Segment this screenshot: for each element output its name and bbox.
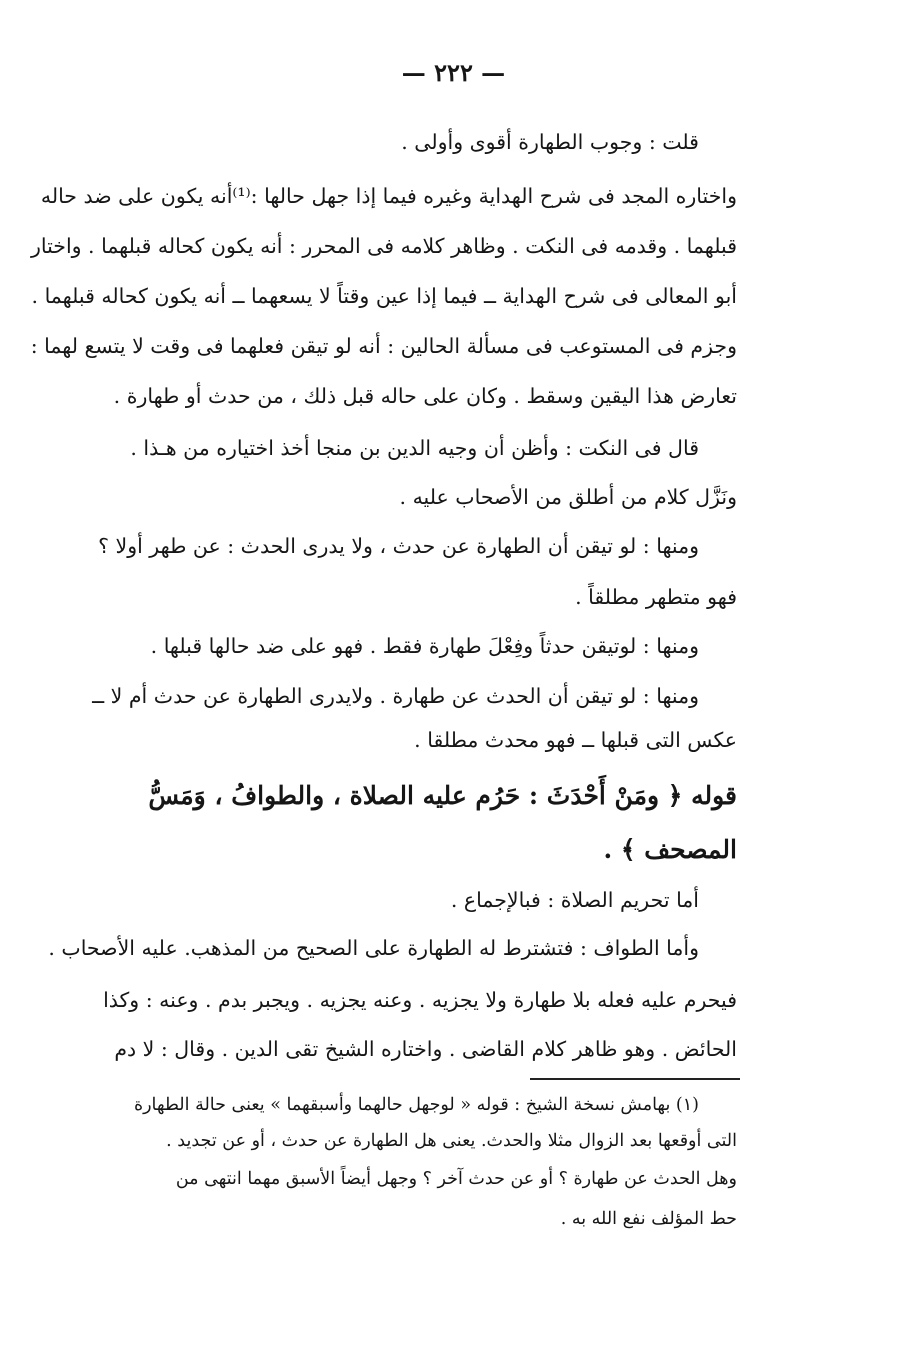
footnote-line: (١) بهامش نسخة الشيخ : قوله « لوجهل حالهما وأسبقهما » يعنى حالة الطهارة [133,1095,699,1115]
text-line: ومنها : لو تيقن أن الطهارة عن حدث ، ولا يدرى الحدث : عن طهر أولا ؟ [98,534,699,558]
footnote-divider [530,1078,740,1080]
text-line: وأما الطواف : فتشترط له الطهارة على الصحيح من المذهب. عليه الأصحاب . [48,936,699,960]
text-line: ونَزَّل كلام من أطلق من الأصحاب عليه . [399,485,737,509]
text-line: فيحرم عليه فعله بلا طهارة ولا يجزيه . وعنه يجزيه . ويجبر بدم . وعنه : وكذا [103,988,737,1012]
footnote-line: التى أوقعها بعد الزوال مثلا والحدث. يعنى هل الطهارة عن حدث ، أو عن تجديد . [166,1131,737,1151]
footnote-line: وهل الحدث عن طهارة ؟ أو عن حدث آخر ؟ وجهل أيضاً الأسبق مهما انتهى من [175,1169,737,1189]
text-line: قلت : وجوب الطهارة أقوى وأولى . [401,130,699,154]
text-line: أما تحريم الصلاة : فبالإجماع . [450,888,699,912]
text-line: عكس التى قبلها ــ فهو محدث مطلقا . [414,728,737,752]
text-line: واختاره المجد فى شرح الهداية وغيره فيما إذا جهل حالها :⁽¹⁾أنه يكون على ضد حاله [40,184,737,208]
text-line: تعارض هذا اليقين وسقط . وكان على حاله قبل ذلك ، من حدث أو طهارة . [113,384,737,408]
text-line: وجزم فى المستوعب فى مسألة الحالين : أنه لو تيقن فعلهما فى وقت لا يتسع لهما : [30,334,737,358]
text-line: ومنها : لوتيقن حدثاً وفِعْلَ طهارة فقط . فهو على ضد حالها قبلها . [150,634,699,658]
text-line: قبلهما . وقدمه فى النكت . وظاهر كلامه فى المحرر : أنه يكون كحاله قبلهما . واختار [30,234,737,258]
text-line: أبو المعالى فى شرح الهداية ــ فيما إذا عين وقتاً لا يسعهما ــ أنه يكون كحاله قبلهما . [31,284,737,308]
heading-line: قوله ﴿ ومَنْ أَحْدَثَ : حَرُم عليه الصلاة ، والطوافُ ، وَمَسُّ [148,781,737,810]
text-line: قال فى النكت : وأظن أن وجيه الدين بن منجا أخذ اختياره من هـذا . [130,436,699,460]
text-line: فهو متطهر مطلقاً . [575,585,737,609]
footnote-line: حط المؤلف نفع الله به . [560,1209,737,1229]
text-line: الحائض . وهو ظاهر كلام القاضى . واختاره الشيخ تقى الدين . وقال : لا دم [114,1037,737,1061]
text-line: ومنها : لو تيقن أن الحدث عن طهارة . ولايدرى الطهارة عن حدث أم لا ــ [92,684,699,708]
heading-line: المصحف ﴾ . [603,835,737,864]
page-number: — ٢٢٢ — [401,58,506,87]
